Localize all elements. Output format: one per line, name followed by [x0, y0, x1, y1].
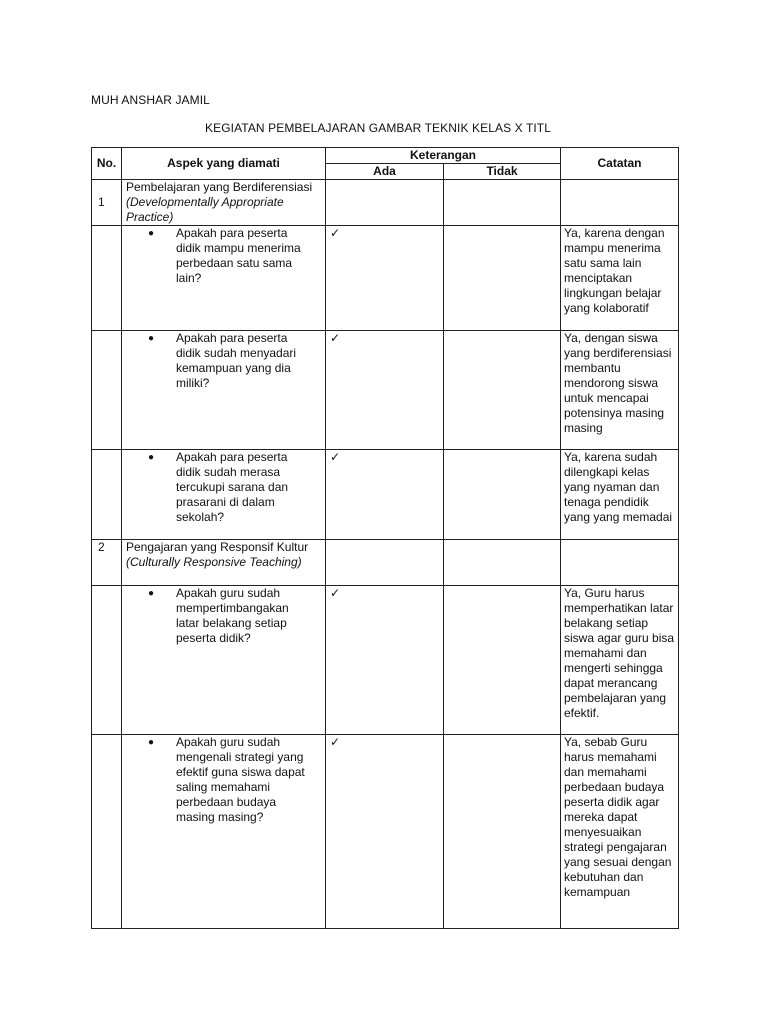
question-cell	[122, 226, 326, 331]
check-icon: ✓	[326, 586, 444, 735]
section-row	[92, 180, 679, 226]
aspect-subtitle: (Culturally Responsive Teaching)	[126, 555, 302, 569]
question-cell	[122, 450, 326, 540]
table-row	[92, 331, 679, 450]
bullet-icon: ●	[148, 737, 155, 748]
bullet-icon: ●	[148, 333, 155, 344]
tidak-cell	[444, 226, 561, 331]
section-number: 1	[92, 180, 122, 226]
table-row	[92, 586, 679, 735]
tidak-cell	[444, 450, 561, 540]
note-text: Ya, Guru harus memperhatikan latar belakang setiap siswa agar guru bisa memahami dan mengerti sehingga dapat merancang pembelajaran yang efektif.	[561, 586, 679, 735]
header-no: No.	[92, 148, 122, 180]
question-text: Apakah para peserta didik sudah merasa tercukupi sarana dan prasarani di dalam sekolah?	[176, 450, 289, 524]
aspect-title: Pengajaran yang Responsif Kultur	[126, 540, 309, 554]
observation-table	[91, 147, 679, 929]
header-catatan: Catatan	[561, 148, 679, 180]
tidak-cell	[444, 586, 561, 735]
header-keterangan: Keterangan	[326, 148, 561, 164]
header-ada: Ada	[326, 164, 444, 180]
header-aspek: Aspek yang diamati	[122, 148, 326, 180]
question-text: Apakah para peserta didik sudah menyadari kemampuan yang dia miliki?	[176, 331, 297, 390]
bullet-icon: ●	[148, 452, 155, 463]
note-text: Ya, sebab Guru harus memahami dan memahami perbedaan budaya peserta didik agar mereka dapat menyesuaikan strategi pengajaran yang sesuai dengan kebutuhan dan kemampuan	[561, 735, 679, 929]
tidak-cell	[444, 735, 561, 929]
question-cell	[122, 331, 326, 450]
section-number: 2	[92, 540, 122, 586]
section-aspect	[122, 180, 326, 226]
document-title: KEGIATAN PEMBELAJARAN GAMBAR TEKNIK KELAS X TITL	[205, 121, 552, 135]
section-row	[92, 540, 679, 586]
table-row	[92, 226, 679, 331]
bullet-icon: ●	[148, 588, 155, 599]
table-row	[92, 735, 679, 929]
question-text: Apakah guru sudah mengenali strategi yang efektif guna siswa dapat saling memahami perbedaan budaya masing masing?	[176, 735, 305, 824]
question-cell	[122, 735, 326, 929]
check-icon: ✓	[326, 226, 444, 331]
note-text: Ya, karena sudah dilengkapi kelas yang nyaman dan tenaga pendidik yang yang memadai	[561, 450, 679, 540]
section-aspect	[122, 540, 326, 586]
header-tidak: Tidak	[444, 164, 561, 180]
check-icon: ✓	[326, 735, 444, 929]
tidak-cell	[444, 331, 561, 450]
author-name: MUH ANSHAR JAMIL	[91, 93, 210, 107]
question-text: Apakah guru sudah mempertimbangakan latar belakang setiap peserta didik?	[176, 586, 289, 645]
note-text: Ya, dengan siswa yang berdiferensiasi membantu mendorong siswa untuk mencapai potensinya masing masing	[561, 331, 679, 450]
aspect-subtitle: (Developmentally Appropriate Practice)	[126, 195, 284, 224]
check-icon: ✓	[326, 450, 444, 540]
check-icon: ✓	[326, 331, 444, 450]
bullet-icon: ●	[148, 228, 155, 239]
note-text: Ya, karena dengan mampu menerima satu sama lain menciptakan lingkungan belajar yang kolaboratif	[561, 226, 679, 331]
aspect-title: Pembelajaran yang Berdiferensiasi	[126, 180, 313, 194]
table-row	[92, 450, 679, 540]
question-text: Apakah para peserta didik mampu menerima perbedaan satu sama lain?	[176, 226, 301, 285]
question-cell	[122, 586, 326, 735]
